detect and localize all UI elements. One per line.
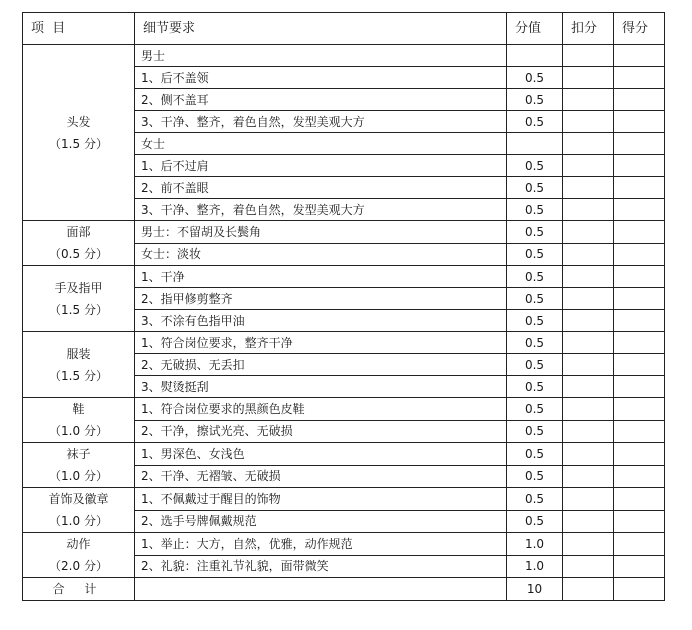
detail-cell: 2、礼貌：注重礼节礼貌，面带微笑	[135, 555, 507, 578]
category-cell	[23, 443, 135, 488]
deduct-cell	[563, 177, 614, 199]
deduct-cell	[563, 398, 614, 421]
deduct-cell	[563, 89, 614, 111]
score-cell: 0.5	[507, 288, 563, 310]
earned-cell	[614, 45, 665, 67]
deduct-cell	[563, 199, 614, 221]
total-earned-cell	[614, 578, 665, 601]
detail-cell: 3、干净、整齐，着色自然，发型美观大方	[135, 199, 507, 221]
detail-cell: 3、不涂有色指甲油	[135, 310, 507, 332]
earned-cell	[614, 133, 665, 155]
detail-cell: 2、侧不盖耳	[135, 89, 507, 111]
category-name: 动作	[66, 537, 91, 551]
earned-cell	[614, 533, 665, 556]
table-row	[23, 398, 665, 421]
detail-cell: 1、不佩戴过于醒目的饰物	[135, 488, 507, 511]
deduct-cell	[563, 354, 614, 376]
score-cell: 0.5	[507, 488, 563, 511]
earned-cell	[614, 398, 665, 421]
deduct-cell	[563, 376, 614, 398]
table-row	[23, 266, 665, 288]
detail-cell: 女士	[135, 133, 507, 155]
deduct-cell	[563, 67, 614, 89]
earned-cell	[614, 221, 665, 244]
deduct-cell	[563, 488, 614, 511]
total-row	[23, 578, 665, 601]
score-cell: 0.5	[507, 89, 563, 111]
score-cell: 1.0	[507, 533, 563, 556]
score-cell: 0.5	[507, 177, 563, 199]
detail-cell: 1、干净	[135, 266, 507, 288]
category-name: 鞋	[72, 402, 85, 416]
table-row	[23, 221, 665, 244]
table-row	[23, 332, 665, 354]
category-cell	[23, 488, 135, 533]
score-cell: 0.5	[507, 354, 563, 376]
score-cell: 0.5	[507, 465, 563, 488]
category-points: （1.0 分）	[49, 514, 108, 528]
detail-cell: 男士	[135, 45, 507, 67]
earned-cell	[614, 288, 665, 310]
total-label-cell	[23, 578, 135, 601]
deduct-cell	[563, 266, 614, 288]
detail-cell: 1、后不盖领	[135, 67, 507, 89]
earned-cell	[614, 332, 665, 354]
deduct-cell	[563, 133, 614, 155]
category-cell	[23, 398, 135, 443]
deduct-cell	[563, 555, 614, 578]
category-name: 手及指甲	[54, 280, 103, 295]
category-cell	[23, 221, 135, 266]
header-deduct: 扣分	[563, 13, 614, 45]
detail-cell: 2、干净，擦试光亮、无破损	[135, 420, 507, 443]
score-cell: 0.5	[507, 376, 563, 398]
detail-cell: 1、符合岗位要求，整齐干净	[135, 332, 507, 354]
category-cell	[23, 45, 135, 221]
score-cell: 0.5	[507, 67, 563, 89]
score-cell: 0.5	[507, 266, 563, 288]
score-cell: 0.5	[507, 398, 563, 421]
category-name: 面部	[66, 225, 91, 239]
category-points: （1.5 分）	[49, 302, 108, 317]
earned-cell	[614, 310, 665, 332]
deduct-cell	[563, 510, 614, 533]
total-label: 合 计	[52, 582, 105, 596]
header-row	[23, 13, 665, 45]
category-name: 首饰及徽章	[48, 492, 109, 506]
score-cell: 0.5	[507, 221, 563, 244]
detail-cell: 1、举止：大方，自然，优雅，动作规范	[135, 533, 507, 556]
category-points: （1.0 分）	[49, 424, 108, 438]
earned-cell	[614, 510, 665, 533]
table-body	[23, 45, 665, 601]
earned-cell	[614, 111, 665, 133]
header-score: 分值	[507, 13, 563, 45]
score-cell: 0.5	[507, 420, 563, 443]
deduct-cell	[563, 443, 614, 466]
table-row	[23, 443, 665, 466]
category-points: （1.5 分）	[49, 136, 108, 151]
table-row	[23, 533, 665, 556]
score-cell: 1.0	[507, 555, 563, 578]
deduct-cell	[563, 533, 614, 556]
score-cell: 0.5	[507, 155, 563, 177]
detail-cell: 2、干净、无褶皱、无破损	[135, 465, 507, 488]
earned-cell	[614, 177, 665, 199]
earned-cell	[614, 376, 665, 398]
earned-cell	[614, 465, 665, 488]
earned-cell	[614, 155, 665, 177]
score-cell: 0.5	[507, 510, 563, 533]
category-points: （1.5 分）	[49, 368, 108, 383]
detail-cell: 1、后不过肩	[135, 155, 507, 177]
category-cell	[23, 266, 135, 332]
category-cell	[23, 533, 135, 578]
deduct-cell	[563, 111, 614, 133]
header-item: 项 目	[23, 13, 135, 45]
deduct-cell	[563, 45, 614, 67]
category-name: 头发	[66, 114, 91, 129]
earned-cell	[614, 266, 665, 288]
category-cell	[23, 332, 135, 398]
deduct-cell	[563, 155, 614, 177]
total-deduct-cell	[563, 578, 614, 601]
score-cell: 0.5	[507, 443, 563, 466]
category-name: 袜子	[66, 447, 91, 461]
score-cell	[507, 133, 563, 155]
detail-cell: 女士：淡妆	[135, 243, 507, 266]
total-score: 10	[507, 578, 563, 601]
score-cell	[507, 45, 563, 67]
header-detail: 细节要求	[135, 13, 507, 45]
detail-cell: 3、干净、整齐，着色自然，发型美观大方	[135, 111, 507, 133]
deduct-cell	[563, 288, 614, 310]
earned-cell	[614, 488, 665, 511]
detail-cell: 1、男深色、女浅色	[135, 443, 507, 466]
deduct-cell	[563, 420, 614, 443]
deduct-cell	[563, 243, 614, 266]
earned-cell	[614, 243, 665, 266]
earned-cell	[614, 420, 665, 443]
detail-cell: 1、符合岗位要求的黑颜色皮鞋	[135, 398, 507, 421]
earned-cell	[614, 354, 665, 376]
score-cell: 0.5	[507, 310, 563, 332]
earned-cell	[614, 199, 665, 221]
score-cell: 0.5	[507, 332, 563, 354]
detail-cell: 2、前不盖眼	[135, 177, 507, 199]
score-cell: 0.5	[507, 243, 563, 266]
earned-cell	[614, 89, 665, 111]
score-cell: 0.5	[507, 199, 563, 221]
category-points: （1.0 分）	[49, 469, 108, 483]
table-row	[23, 488, 665, 511]
detail-cell: 男士：不留胡及长鬓角	[135, 221, 507, 244]
deduct-cell	[563, 310, 614, 332]
score-cell: 0.5	[507, 111, 563, 133]
category-points: （2.0 分）	[49, 559, 108, 573]
earned-cell	[614, 443, 665, 466]
deduct-cell	[563, 332, 614, 354]
detail-cell: 2、指甲修剪整齐	[135, 288, 507, 310]
category-name: 服装	[66, 346, 91, 361]
category-points: （0.5 分）	[49, 247, 108, 261]
detail-cell: 2、无破损、无丢扣	[135, 354, 507, 376]
detail-cell: 3、熨烫挺刮	[135, 376, 507, 398]
header-earned: 得分	[614, 13, 665, 45]
deduct-cell	[563, 465, 614, 488]
detail-cell: 2、选手号牌佩戴规范	[135, 510, 507, 533]
earned-cell	[614, 555, 665, 578]
table-row	[23, 45, 665, 67]
earned-cell	[614, 67, 665, 89]
deduct-cell	[563, 221, 614, 244]
scoring-table	[22, 12, 665, 601]
total-detail-cell	[135, 578, 507, 601]
